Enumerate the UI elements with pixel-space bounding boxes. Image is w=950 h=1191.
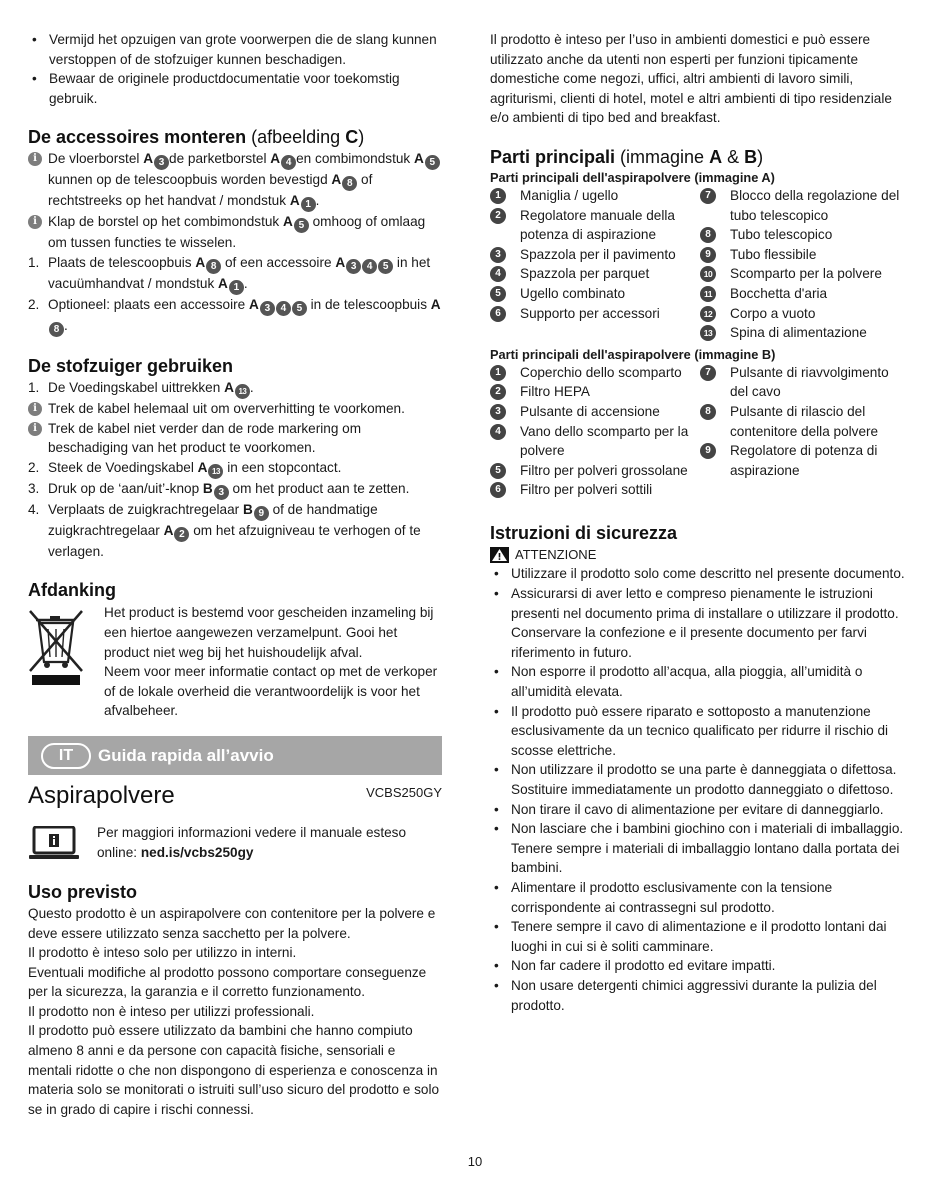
paragraph: Il prodotto è inteso solo per utilizzo in interni. xyxy=(28,945,297,961)
part-number-badge: 1 xyxy=(490,188,506,204)
left-column xyxy=(28,30,442,1119)
part-label: Bocchetta d'aria xyxy=(730,285,828,301)
part-number-badge: 12 xyxy=(700,306,716,322)
main-parts-heading: Parti principali (immagine A & B) xyxy=(490,146,764,167)
part-number-badge: 10 xyxy=(700,266,716,282)
part-number-badge: 11 xyxy=(700,286,716,302)
list-item: • Il prodotto può essere riparato e sottoposto a manutenzione esclusivamente da un tecnico qualificato per ridurre il rischio di scosse elettriche. xyxy=(490,702,910,761)
language-badge: IT xyxy=(41,743,91,769)
part-label: Ugello combinato xyxy=(520,285,626,301)
part-item xyxy=(700,402,910,441)
intended-use-heading: Uso previsto xyxy=(28,881,138,902)
top-bullet-list xyxy=(28,30,442,108)
part-item xyxy=(700,284,910,304)
safety-list xyxy=(490,564,910,1015)
part-number-badge: 2 xyxy=(490,208,506,224)
part-item xyxy=(490,284,700,304)
right-column xyxy=(490,30,910,1015)
info-icon: i xyxy=(28,402,42,416)
step-item: 2. Steek de Voedingskabel A 13 in een stopcontact. xyxy=(28,458,442,479)
info-icon: i xyxy=(28,422,42,436)
accessories-heading: De accessoires monteren (afbeelding C) xyxy=(28,127,365,148)
list-item: • Tenere sempre il cavo di alimentazione e il prodotto lontani dai luoghi in cui si è soliti camminare. xyxy=(490,917,910,956)
part-number-badge: 6 xyxy=(490,306,506,322)
part-item xyxy=(700,323,910,343)
paragraph: Il prodotto può essere utilizzato da bambini che hanno compiuto almeno 8 anni e da persone con capacità fisiche, sensoriali e mentali ridotte o che non dispongono di esperienza e conoscenza in materia solo se monitorati o istruiti sull’uso sicuro del prodotto e solo se in grado di capire i rischi connessi. xyxy=(28,1023,440,1117)
list-item: • Non tirare il cavo di alimentazione per evitare di danneggiarlo. xyxy=(490,800,910,820)
list-item: • Non far cadere il prodotto ed evitare impatti. xyxy=(490,956,910,976)
warning-label: ATTENZIONE xyxy=(490,545,910,565)
part-label: Blocco della regolazione del tubo telescopico xyxy=(730,187,900,223)
part-item xyxy=(700,264,910,284)
list-item: • Assicurarsi di aver letto e compreso pienamente le istruzioni presenti nel documento prima di installare o utilizzare il prodotto. Conservare la confezione e il presente documento per farvi riferimento in futuro. xyxy=(490,584,910,662)
part-number-badge: 8 xyxy=(700,227,716,243)
manual-text: Per maggiori informazioni vedere il manuale esteso online: xyxy=(97,824,407,860)
part-number-badge: 9 xyxy=(700,443,716,459)
step-item: 1. Plaats de telescoopbuis A 8 of een accessoire A 3 4 5 in het vacuümhandvat / mondstuk A 1 . xyxy=(28,254,431,293)
info-note: i De vloerborstel A 3 de parketborstel A 4 en combimondstuk A 5 kunnen op de telescoopbuis worden bevestigd A 8 of rechtstreeks op het handvat / mondstuk A 1 . xyxy=(28,149,442,212)
step-item: 3. Druk op de ‘aan/uit’-knop B 3 om het product aan te zetten. xyxy=(28,480,410,498)
info-note: i Klap de borstel op het combimondstuk A 5 omhoog of omlaag om tussen functies te wisselen. xyxy=(28,212,442,253)
parts-subheading-b: Parti principali dell'aspirapolvere (immagine B) xyxy=(490,346,776,362)
part-number-badge: 1 xyxy=(490,365,506,381)
part-number-badge: 4 xyxy=(490,424,506,440)
list-item: • Non esporre il prodotto all’acqua, alla pioggia, all’umidità o all’umidità elevata. xyxy=(490,662,910,701)
part-label: Supporto per accessori xyxy=(520,305,660,321)
part-item xyxy=(490,422,700,461)
parts-column xyxy=(700,363,910,500)
part-item xyxy=(490,304,700,324)
parts-column xyxy=(700,186,910,343)
part-item xyxy=(700,441,910,480)
part-item xyxy=(490,461,700,481)
list-item: • Bewaar de originele productdocumentatie voor toekomstig gebruik. xyxy=(28,69,442,108)
parts-list-b xyxy=(490,363,910,500)
part-label: Coperchio dello scomparto xyxy=(520,364,682,380)
part-number-badge: 3 xyxy=(490,404,506,420)
list-item: • Utilizzare il prodotto solo come descritto nel presente documento. xyxy=(490,564,910,584)
part-item xyxy=(490,402,700,422)
part-label: Regolatore di potenza di aspirazione xyxy=(730,443,878,478)
part-label: Tubo telescopico xyxy=(730,227,833,243)
intended-use-text xyxy=(28,904,442,1120)
info-icon: i xyxy=(28,215,42,229)
part-item xyxy=(490,480,700,500)
info-note: i Trek de kabel helemaal uit om oververhitting te voorkomen. xyxy=(28,399,442,419)
parts-subheading-a: Parti principali dell'aspirapolvere (immagine A) xyxy=(490,169,775,185)
part-label: Scomparto per la polvere xyxy=(730,266,882,282)
parts-list-a xyxy=(490,186,910,343)
language-section-bar xyxy=(28,736,442,775)
disposal-block xyxy=(28,603,442,721)
info-icon: i xyxy=(28,152,42,166)
part-label: Spina di alimentazione xyxy=(730,325,867,341)
part-label: Vano dello scomparto per la polvere xyxy=(520,423,689,459)
list-item: • Alimentare il prodotto esclusivamente con la tensione corrispondente ai contrassegni sul prodotto. xyxy=(490,878,910,917)
part-number-badge: 8 xyxy=(700,404,716,420)
usage-heading: De stofzuiger gebruiken xyxy=(28,355,234,376)
part-label: Pulsante di riavvolgimento del cavo xyxy=(730,364,889,400)
list-item: • Non lasciare che i bambini giochino con i materiali di imballaggio. Tenere sempre i materiali di imballaggio lontano dalla portata dei bambini. xyxy=(490,819,910,878)
paragraph: Questo prodotto è un aspirapolvere con contenitore per la polvere e deve essere utilizzato senza sacchetto per la polvere. xyxy=(28,905,436,941)
page-number: 10 xyxy=(467,1154,483,1169)
part-label: Spazzola per parquet xyxy=(520,266,650,282)
part-label: Tubo flessibile xyxy=(730,246,817,262)
part-number-badge: 3 xyxy=(490,247,506,263)
product-model: VCBS250GY xyxy=(366,784,442,800)
part-number-badge: 13 xyxy=(700,325,716,341)
part-number-badge: 7 xyxy=(700,365,716,381)
part-number-badge: 2 xyxy=(490,384,506,400)
part-label: Filtro per polveri grossolane xyxy=(520,462,688,478)
disposal-text: Het product is bestemd voor gescheiden inzameling bij een hiertoe aangewezen verzamelpunt. Gooi het product niet weg bij het huishoudelijk afval. xyxy=(104,605,434,660)
part-label: Corpo a vuoto xyxy=(730,305,816,321)
intended-use-continued: Il prodotto è inteso per l’uso in ambienti domestici e può essere utilizzato anche da utenti non esperti per funzioni tipicamente domestiche come negozi, uffici, altri ambienti di lavoro simili, agriturismi, clienti di hotel, motel e altri ambienti di tipo residenziale e/o ambienti di tipo bed and breakfast. xyxy=(490,32,892,126)
part-label: Maniglia / ugello xyxy=(520,187,619,203)
product-header xyxy=(28,781,442,815)
part-item xyxy=(490,363,700,383)
step-item: 4. Verplaats de zuigkrachtregelaar B 9 of de handmatige zuigkrachtregelaar A 2 om het afzuigniveau te verhogen of te verlagen. xyxy=(28,501,421,559)
part-item xyxy=(700,245,910,265)
laptop-info-icon xyxy=(28,826,80,862)
list-item: • Non usare detergenti chimici aggressivi durante la pulizia del prodotto. xyxy=(490,976,910,1015)
warning-triangle-icon xyxy=(490,547,509,563)
list-item: • Vermijd het opzuigen van grote voorwerpen die de slang kunnen verstoppen of de stofzuiger kunnen beschadigen. xyxy=(28,30,442,69)
part-label: Regolatore manuale della potenza di aspirazione xyxy=(520,207,675,243)
part-label: Pulsante di accensione xyxy=(520,403,660,419)
part-label: Spazzola per il pavimento xyxy=(520,246,676,262)
part-number-badge: 6 xyxy=(490,482,506,498)
part-item xyxy=(700,225,910,245)
part-item xyxy=(490,245,700,265)
part-item xyxy=(490,186,700,206)
paragraph: Il prodotto non è inteso per utilizzi professionali. xyxy=(28,1003,315,1019)
part-item xyxy=(700,363,910,402)
parts-column xyxy=(490,363,700,500)
part-item xyxy=(490,206,700,245)
part-number-badge: 7 xyxy=(700,188,716,204)
part-label: Filtro per polveri sottili xyxy=(520,482,653,498)
part-item xyxy=(490,382,700,402)
disposal-text-2: Neem voor meer informatie contact op met de verkoper of de lokale overheid die verantwoordelijk is voor het afvalbeheer. xyxy=(104,664,438,719)
parts-column xyxy=(490,186,700,343)
part-number-badge: 9 xyxy=(700,247,716,263)
weee-crossed-bin-icon xyxy=(28,607,84,687)
part-label: Pulsante di rilascio del contenitore della polvere xyxy=(730,403,879,439)
part-number-badge: 4 xyxy=(490,266,506,282)
manual-reference xyxy=(28,823,442,863)
part-label: Filtro HEPA xyxy=(520,384,590,400)
step-item: 2. Optioneel: plaats een accessoire A 3 4 5 in de telescoopbuis A8 . xyxy=(28,296,441,335)
paragraph: Eventuali modifiche al prodotto possono comportare conseguenze per la sicurezza, la garanzia e il corretto funzionamento. xyxy=(28,964,427,1000)
part-item xyxy=(700,186,910,225)
part-item xyxy=(490,264,700,284)
info-note: i Trek de kabel niet verder dan de rode markering om beschadiging van het product te voorkomen. xyxy=(28,419,442,458)
product-name: Aspirapolvere xyxy=(28,781,175,809)
part-number-badge: 5 xyxy=(490,463,506,479)
quick-start-title: Guida rapida all’avvio xyxy=(98,745,274,765)
part-number-badge: 5 xyxy=(490,286,506,302)
step-item: 1. De Voedingskabel uittrekken A 13 . xyxy=(28,378,442,399)
disposal-heading: Afdanking xyxy=(28,580,116,601)
manual-link[interactable]: ned.is/vcbs250gy xyxy=(140,844,254,860)
safety-heading: Istruzioni di sicurezza xyxy=(490,522,678,543)
list-item: • Non utilizzare il prodotto se una parte è danneggiata o difettosa. Sostituire immediatamente un prodotto danneggiato o difettoso. xyxy=(490,760,910,799)
part-item xyxy=(700,304,910,324)
